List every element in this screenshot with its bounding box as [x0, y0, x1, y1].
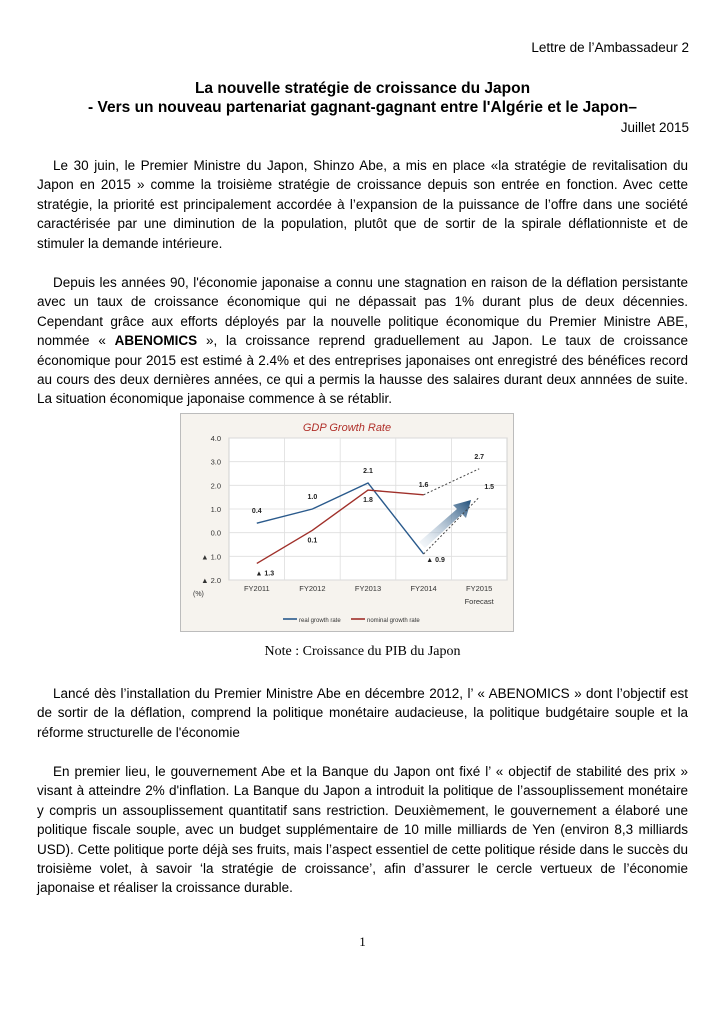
- y-tick-label: ▲ 2.0: [201, 576, 221, 585]
- data-label: 2.7: [474, 453, 485, 461]
- data-label: 0.4: [251, 508, 262, 516]
- y-tick-label: 1.0: [210, 505, 221, 514]
- x-tick-label: FY2013: [354, 584, 382, 593]
- abenomics-bold: ABENOMICS: [114, 333, 198, 349]
- x-tick-label: FY2015: [466, 584, 493, 593]
- chart-caption: Note : Croissance du PIB du Japon: [264, 644, 461, 659]
- paragraph-2-text-a: Depuis les années 90, l'économie japonaise a connu une stagnation en raison de la déflation persistante avec un taux de croissance économique qui ne dépassait pas 1% durant plus de deux décennies. Cependant grâce aux efforts déployés par la nouvelle politique économique du Premier Ministre ABE, nommée «: [37, 275, 688, 349]
- data-label: 1.5: [484, 484, 495, 492]
- y-tick-label: 3.0: [210, 457, 221, 467]
- document-date: Juillet 2015: [620, 120, 689, 135]
- title-line-2: - Vers un nouveau partenariat gagnant-gagnant entre l'Algérie et le Japon–: [88, 99, 637, 116]
- page-number: 1: [359, 934, 366, 949]
- y-tick-label: 4.0: [210, 434, 221, 443]
- data-label: ▲ 1.3: [255, 570, 275, 578]
- x-tick-label: FY2014: [410, 584, 437, 593]
- title-line-1: La nouvelle stratégie de croissance du Japon: [194, 80, 531, 97]
- y-tick-label: 2.0: [210, 481, 221, 491]
- data-label: 0.1: [307, 537, 318, 545]
- paragraph-1: Le 30 juin, le Premier Ministre du Japon, Shinzo Abe, a mis en place «la stratégie de revitalisation du Japon en 2015 » comme la troisième stratégie de croissance depuis son entrée en fonction. Avec cette stratégie, la priorité est principalement accordée à l’expansion de la puissance de l’offre dans une société caractérisée par une diminution de la population, plutôt que de sortir de la spirale déflationniste et de stimuler la demande intérieure.: [37, 158, 688, 251]
- x-tick-label: FY2011: [243, 584, 270, 593]
- chart-legend: [283, 618, 420, 624]
- paragraph-3: Lancé dès l’installation du Premier Ministre Abe en décembre 2012, l’ « ABENOMICS » dont l’objectif est de sortir de la déflation, comprend la politique monétaire audacieuse, la politique budgétaire souple et la réforme structurelle de l'économie: [37, 686, 688, 740]
- legend-label: nominal growth rate: [367, 618, 420, 624]
- legend-label: real growth rate: [299, 618, 341, 624]
- y-tick-label: 0.0: [210, 528, 221, 538]
- data-label: ▲ 0.9: [426, 556, 445, 564]
- data-label: 1.6: [418, 481, 429, 489]
- forecast-label: Forecast: [464, 597, 494, 606]
- gdp-chart-svg: [181, 414, 513, 631]
- x-tick-label: FY2012: [299, 584, 326, 593]
- letter-label: Lettre de l’Ambassadeur 2: [531, 40, 689, 55]
- data-label: 1.0: [307, 494, 318, 501]
- y-unit-label: (%): [193, 591, 204, 598]
- data-label: 1.8: [363, 497, 373, 505]
- data-label: 2.1: [363, 467, 373, 475]
- paragraph-2-text-b: », la croissance reprend graduellement au Japon. Le taux de croissance économique pour 2015 est estimé à 2.4% et des entreprises japonaises ont enregistré des bénéfices record au cours des deux dernières années, ce qui a permis la hausse des salaires durant deux annnées de suite. La situation économique japonaise commence à se rétablir.: [37, 333, 688, 407]
- paragraph-4: En premier lieu, le gouvernement Abe et la Banque du Japon ont fixé l’ « objectif de stabilité des prix » visant à atteindre 2% d'inflation. La Banque du Japon a introduit la politique de l’assouplissement monétaire y compris un assouplissement quantitatif sans restriction. Deuxièmement, le gouvernement a élaboré une politique fiscale souple, avec un budget supplémentaire de 10 mille milliards de Yen (environ 8,3 milliards USD). Cette politique porte déjà ses fruits, mais l’aspect essentiel de cette politique réside dans le succès du troisième volet, à savoir ‘la stratégie de croissance’, afin d’assurer le cercle vertueux de l’économie japonaise et réaliser la croissance durable.: [37, 764, 688, 896]
- gdp-chart: [180, 413, 514, 632]
- y-tick-label: ▲ 1.0: [201, 552, 221, 562]
- chart-title: GDP Growth Rate: [302, 422, 392, 434]
- paragraph-2: [37, 273, 688, 409]
